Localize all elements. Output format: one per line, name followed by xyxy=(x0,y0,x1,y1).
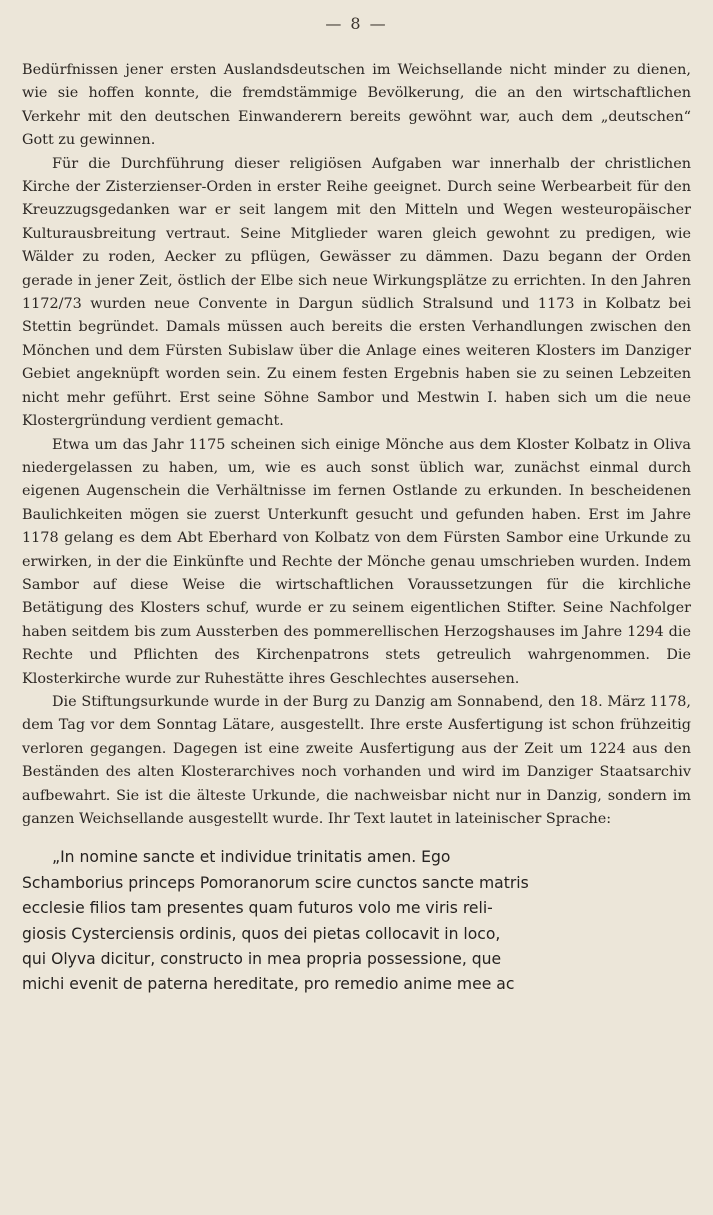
body-text xyxy=(22,59,691,831)
paragraph-4: Die Stiftungsurkunde wurde in der Burg zu Danzig am Sonnabend, den 18. März 1178, dem Tag vor dem Sonntag Lätare, ausgestellt. Ihre erste Ausfertigung ist schon frühzeitig verloren gegangen. Dagegen ist eine zweite Ausfertigung aus der Zeit um 1224 aus den Beständen des alten Klosterarchives noch vorhanden und wird im Danziger Staatsarchiv aufbewahrt. Sie ist die älteste Urkunde, die nachweisbar nicht nur in Danzig, sondern im ganzen Weichsellande ausgestellt wurde. Ihr Text lautet in lateinischer Sprache: xyxy=(22,693,691,827)
paragraph-2: Für die Durchführung dieser religiösen Aufgaben war innerhalb der christlichen Kirche der Zisterzienser-Orden in erster Reihe geeignet. Durch seine Werbearbeit für den Kreuzzugsgedanken war er seit langem mit den Mitteln und Wegen westeuropäischer Kulturausbreitung vertraut. Seine Mitglieder waren gleich gewohnt zu predigen, wie Wälder zu roden, Aecker zu pflügen, Gewässer zu dämmen. Dazu begann der Orden gerade in jener Zeit, östlich der Elbe sich neue Wirkungsplätze zu errichten. In den Jahren 1172/73 wurden neue Convente in Dargun südlich Stralsund und 1173 in Kolbatz bei Stettin begründet. Damals müssen auch bereits die ersten Verhandlungen zwischen den Mönchen und dem Fürsten Subislaw über die Anlage eines weiteren Klosters im Danziger Gebiet angeknüpft worden sein. Zu einem festen Ergebnis haben sie zu seinen Lebzeiten nicht mehr geführt. Erst seine Söhne Sambor und Mestwin I. haben sich um die neue Klostergründung verdient gemacht. xyxy=(22,155,691,430)
paragraph-1: Bedürfnissen jener ersten Auslandsdeutschen im Weichsellande nicht minder zu dienen, wie sie hoffen konnte, die fremdstämmige Bevölkerung, die an den wirtschaftlichen Verkehr mit den deutschen Einwanderern bereits gewöhnt war, auch dem „deutschen“ Gott zu gewinnen. xyxy=(22,62,691,149)
quote-line: giosis Cysterciensis ordinis, quos dei pietas collocavit in loco, xyxy=(22,924,501,943)
paragraph-3: Etwa um das Jahr 1175 scheinen sich einige Mönche aus dem Kloster Kolbatz in Oliva niedergelassen zu haben, um, wie es auch sonst üblich war, zunächst einmal durch eigenen Augenschein die Verhältnisse im fernen Ostlande zu erkunden. In bescheidenen Baulichkeiten mögen sie zuerst Unterkunft gesucht und gefunden haben. Erst im Jahre 1178 gelang es dem Abt Eberhard von Kolbatz von dem Fürsten Sambor eine Urkunde zu erwirken, in der die Einkünfte und Rechte der Mönche genau umschrieben wurden. Indem Sambor auf diese Weise die wirtschaftlichen Voraussetzungen für die kirchliche Betätigung des Klosters schuf, wurde er zu seinem eigentlichen Stifter. Seine Nachfolger haben seitdem bis zum Aussterben des pommerellischen Herzogshauses im Jahre 1294 die Rechte und Pflichten des Kirchenpatrons stets getreulich wahrgenommen. Die Klosterkirche wurde zur Ruhestätte ihres Geschlechtes ausersehen. xyxy=(22,436,691,687)
quote-line: qui Olyva dicitur, constructo in mea propria possessione, que xyxy=(22,950,502,969)
page-number: — 8 — xyxy=(325,14,388,33)
quote-line: „In nomine sancte et individue trinitatis amen. Ego xyxy=(52,848,451,867)
latin-charter-quote xyxy=(22,845,691,997)
quote-line: michi evenit de paterna hereditate, pro remedio anime mee ac xyxy=(22,975,515,994)
quote-line: Schamborius princeps Pomoranorum scire cunctos sancte matris xyxy=(22,873,529,892)
quote-line: ecclesie filios tam presentes quam futuros volo me viris reli- xyxy=(22,899,493,918)
